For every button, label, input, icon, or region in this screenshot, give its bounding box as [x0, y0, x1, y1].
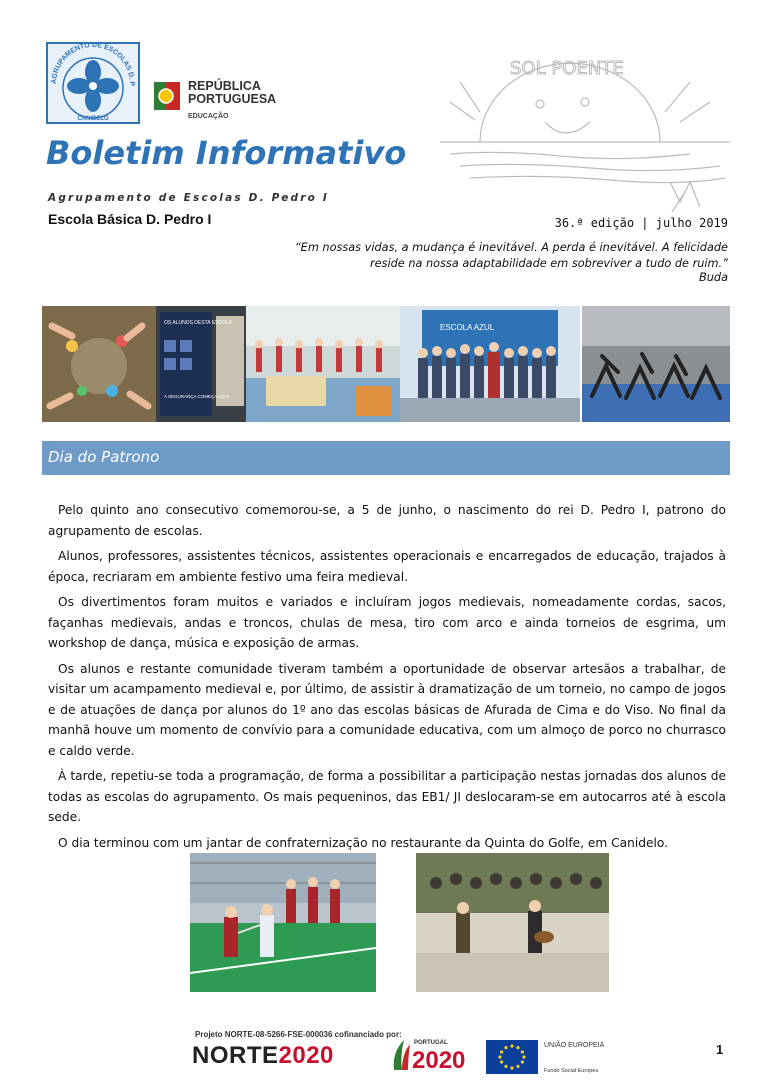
page-title: Boletim Informativo [46, 134, 407, 172]
photo-music-performance [416, 853, 609, 992]
portugal-year: 2020 [412, 1047, 466, 1074]
paragraph: Os divertimentos foram muitos e variados e incluíram jogos medievais, nomeadamente cordas, sacos, façanhas medievais, andas e troncos, chulas de mesa, tiro com arco e ainda torneios de esgrima, um workshop de dança, música e exposição de armas. [48, 595, 726, 650]
gov-dept: EDUCAÇÃO [188, 113, 229, 120]
portugal-swoosh-icon [390, 1038, 412, 1072]
photo-gym-exercise [582, 306, 730, 422]
page-number: 1 [716, 1042, 724, 1057]
school-logo [46, 42, 140, 124]
edition-date: 36.ª edição | julho 2019 [554, 216, 728, 230]
photo-stage-performance [246, 306, 400, 422]
eu-sub-label: Fundo Social Europeu [544, 1068, 599, 1074]
poster-text-2: A SEGURANÇA COMEÇA AQUI [164, 394, 230, 399]
flag-emblem-icon [152, 80, 182, 112]
quote-author: Buda [698, 271, 728, 284]
norte-word: NORTE [192, 1042, 279, 1069]
gov-name-line2: PORTUGUESA [188, 92, 277, 106]
photo-posters [156, 306, 246, 422]
quote: “Em nossas vidas, a mudança é inevitável. A perda é inevitável. A felicidade reside na nossa adaptabilidade em sobreviver a tudo de ruim.” [294, 241, 728, 270]
school-logo-text-top: AGRUPAMENTO DE ESCOLAS D. P [50, 42, 136, 87]
portugal2020-logo [390, 1038, 480, 1078]
drawing-text: SOL POENTE [510, 58, 624, 79]
republica-portuguesa-logo [152, 80, 292, 124]
portugal-label: PORTUGAL [414, 1040, 448, 1046]
photo-hands-activity [42, 306, 156, 422]
gov-name-line1: REPÚBLICA [188, 79, 261, 93]
paragraph: Pelo quinto ano consecutivo comemorou-se, a 5 de junho, o nascimento do rei D. Pedro I, patrono do agrupamento de escolas. [48, 503, 726, 538]
paragraph: Alunos, professores, assistentes técnicos, assistentes operacionais e encarregados de educação, trajados à época, recriaram em ambiente festivo uma feira medieval. [48, 549, 726, 584]
sign-text: ESCOLA AZUL [440, 323, 495, 332]
photo-escola-azul-group [400, 306, 580, 422]
agrupamento-subtitle: Agrupamento de Escolas D. Pedro I [48, 192, 330, 204]
paragraph: À tarde, repetiu-se toda a programação, de forma a possibilitar a participação nestas jornadas dos alunos de todas as escolas do agrupamento. Os mais pequeninos, das EB1/ JI deslocaram-se em autocarros até à escola sede. [48, 769, 726, 824]
sol-poente-drawing [440, 42, 732, 214]
cofinanciado-text: Projeto NORTE-08-5266-FSE-000036 cofinanciado por: [195, 1030, 402, 1039]
school-logo-text-bottom: CANIDELO [77, 116, 109, 122]
paragraph: O dia terminou com um jantar de confraternização no restaurante da Quinta do Golfe, em Canidelo. [58, 835, 668, 850]
paragraph: Os alunos e restante comunidade tiveram também a oportunidade de observar artesãos a trabalhar, de visitar um acampamento medieval e, por último, de assistir à dramatização de um torneio, no campo de jogos e de atuações de dança por alunos do 1º ano das escolas básicas de Afurada de Cima e do Viso. No final da manhã houve um momento de convívio para a comunidade educativa, com um almoço de porco no churrasco e caldo verde. [48, 661, 726, 758]
section-title: Dia do Patrono [48, 448, 160, 466]
norte-year: 2020 [278, 1042, 334, 1069]
article-body [48, 500, 726, 858]
photo-medieval-duel [190, 853, 376, 992]
eu-flag-icon [486, 1040, 538, 1074]
section-banner [42, 441, 730, 475]
poster-text-1: OS ALUNOS DESTA ESCOLA [164, 320, 232, 326]
norte2020-logo [192, 1042, 334, 1070]
eu-label: UNIÃO EUROPEIA [544, 1042, 605, 1049]
school-name: Escola Básica D. Pedro I [48, 211, 212, 227]
